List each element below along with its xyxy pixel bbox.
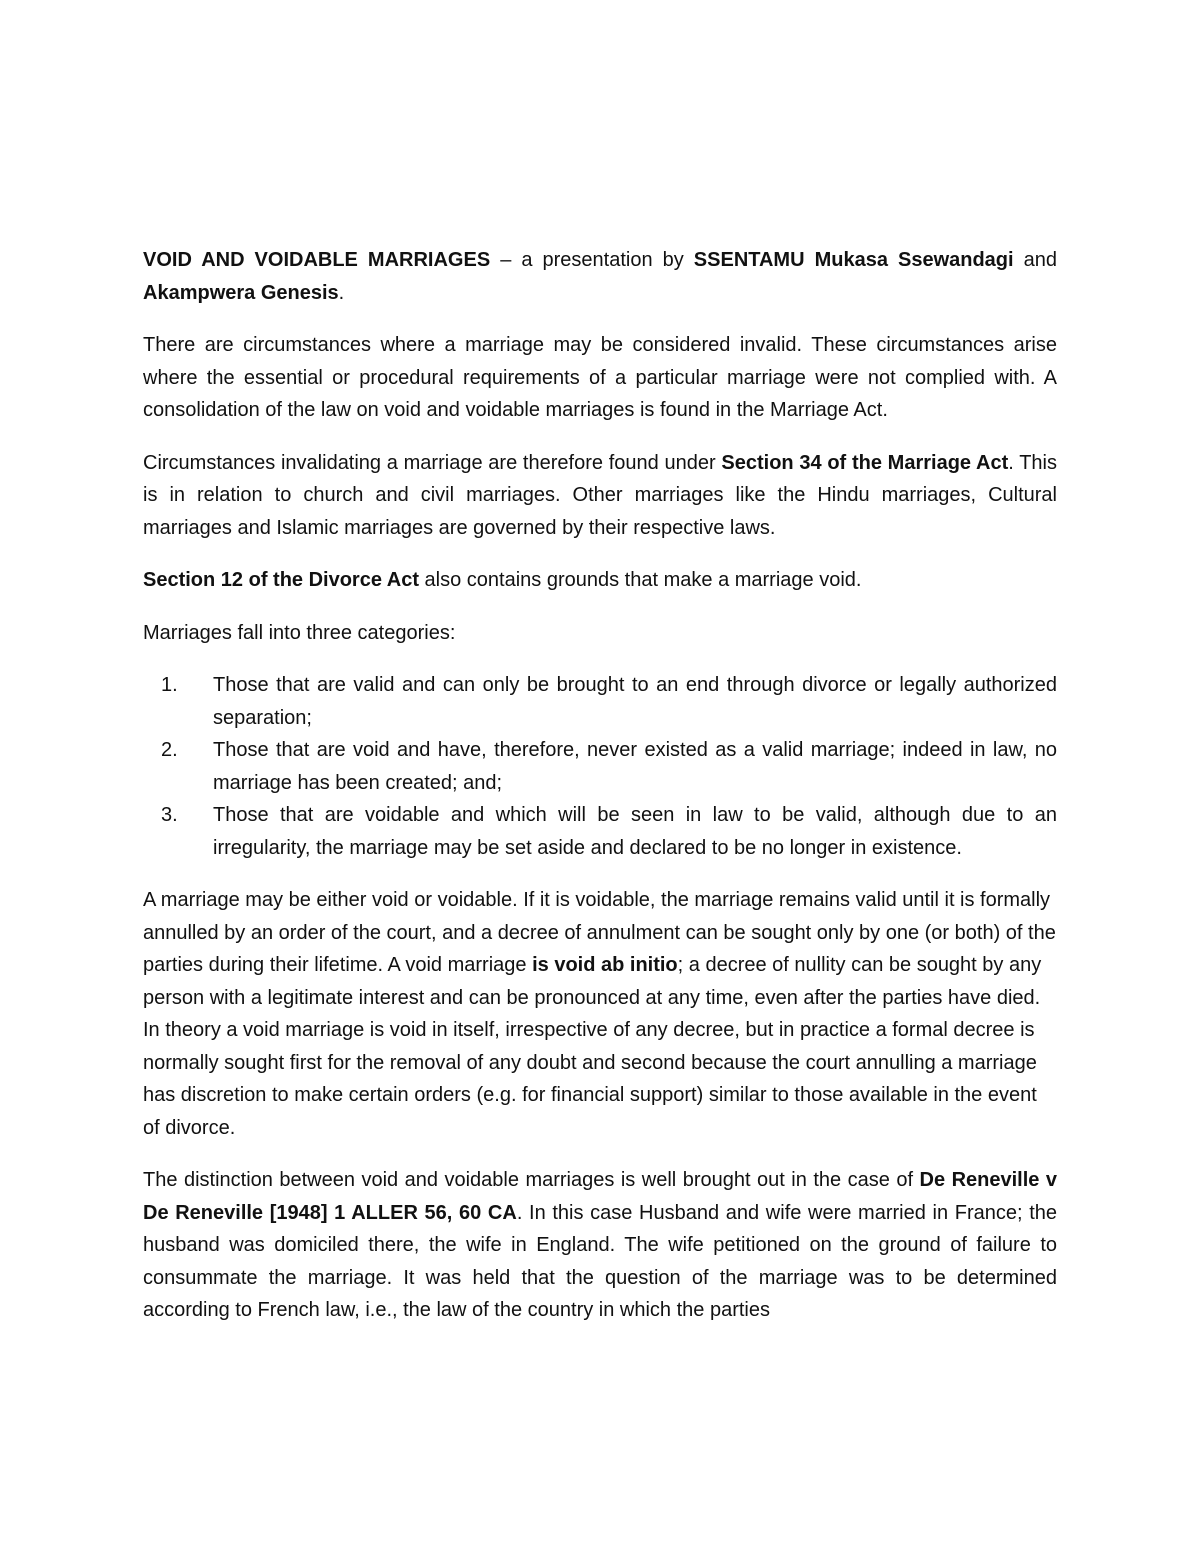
section-12-reference: Section 12 of the Divorce Act [143,569,419,591]
paragraph-4: Marriages fall into three categories: [143,621,456,644]
title-end: . [338,281,345,304]
list-text: Those that are void and have, therefore, never existed as a valid marriage; indeed in law, no marriage has been created; and; [213,739,1057,794]
list-number: 3. [161,804,178,826]
list-text: Those that are voidable and which will be seen in law to be valid, although due to an irregularity, the marriage may be set aside and declared to be no longer in existence. [213,804,1057,859]
paragraph-1: There are circumstances where a marriage may be considered invalid. These circumstances arise where the essential or procedural requirements of a particular marriage were not complied with. A consolidation of the law on void and voidable marriages is found in the Marriage Act. [143,334,1057,421]
title-paragraph [143,244,1057,309]
list-item [143,799,1057,864]
title-and: and [1013,249,1057,271]
list-item [143,734,1057,799]
paragraph-6-text-a: The distinction between void and voidable marriages is well brought out in the case of [143,1169,920,1191]
list-text: Those that are valid and can only be brought to an end through divorce or legally authorized separation; [213,674,1057,729]
paragraph-5-text-c: ; a decree of nullity can be sought by any person with a legitimate interest and can be pronounced at any time, even after the parties have died. In theory a void marriage is void in itself, irrespective of any decree, but in practice a formal decree is normally sought first for the removal of any doubt and second because the court annulling a marriage has discretion to make certain orders (e.g. for financial support) similar to those available in the event of divorce. [143,954,1042,1139]
document-page [143,244,1057,1347]
paragraph-3 [143,564,1057,597]
list-item [143,669,1057,734]
paragraph-6-text-c: . In this case Husband and wife were married in France; the husband was domiciled there, the wife in England. The wife petitioned on the ground of failure to consummate the marriage. It was held that the question of the marriage was to be determined according to French law, i.e., the law of the country in which the parties [143,1201,1057,1321]
paragraph-6 [143,1164,1057,1327]
author-1: SSENTAMU Mukasa Ssewandagi [693,249,1014,271]
paragraph-5 [143,884,1057,1144]
paragraph-2 [143,447,1057,545]
paragraph-5-text-a: A marriage may be either void or voidable. If it is voidable, the marriage remains valid until it is formally annulled by an order of the court, and a decree of annulment can be sought only by one (or both) of the parties during their lifetime. A void marriage [143,889,1056,976]
paragraph-2-text-a: Circumstances invalidating a marriage are therefore found under [143,451,722,474]
list-number: 2. [161,739,178,761]
case-citation: De Reneville v De Reneville [1948] 1 ALLER 56, 60 CA [143,1169,1058,1224]
categories-list [143,669,1057,864]
author-2: Akampwera Genesis [143,281,339,304]
section-34-reference: Section 34 of the Marriage Act [721,451,1009,474]
title-heading: VOID AND VOIDABLE MARRIAGES [143,249,491,271]
title-separator: – a presentation by [490,249,694,271]
paragraph-2-text-c: . This is in relation to church and civil marriages. Other marriages like the Hindu marriages, Cultural marriages and Islamic marriages are governed by their respective laws. [143,451,1057,539]
void-ab-initio: is void ab initio [532,954,678,976]
list-number: 1. [161,674,178,696]
paragraph-3-text: also contains grounds that make a marriage void. [419,569,862,591]
